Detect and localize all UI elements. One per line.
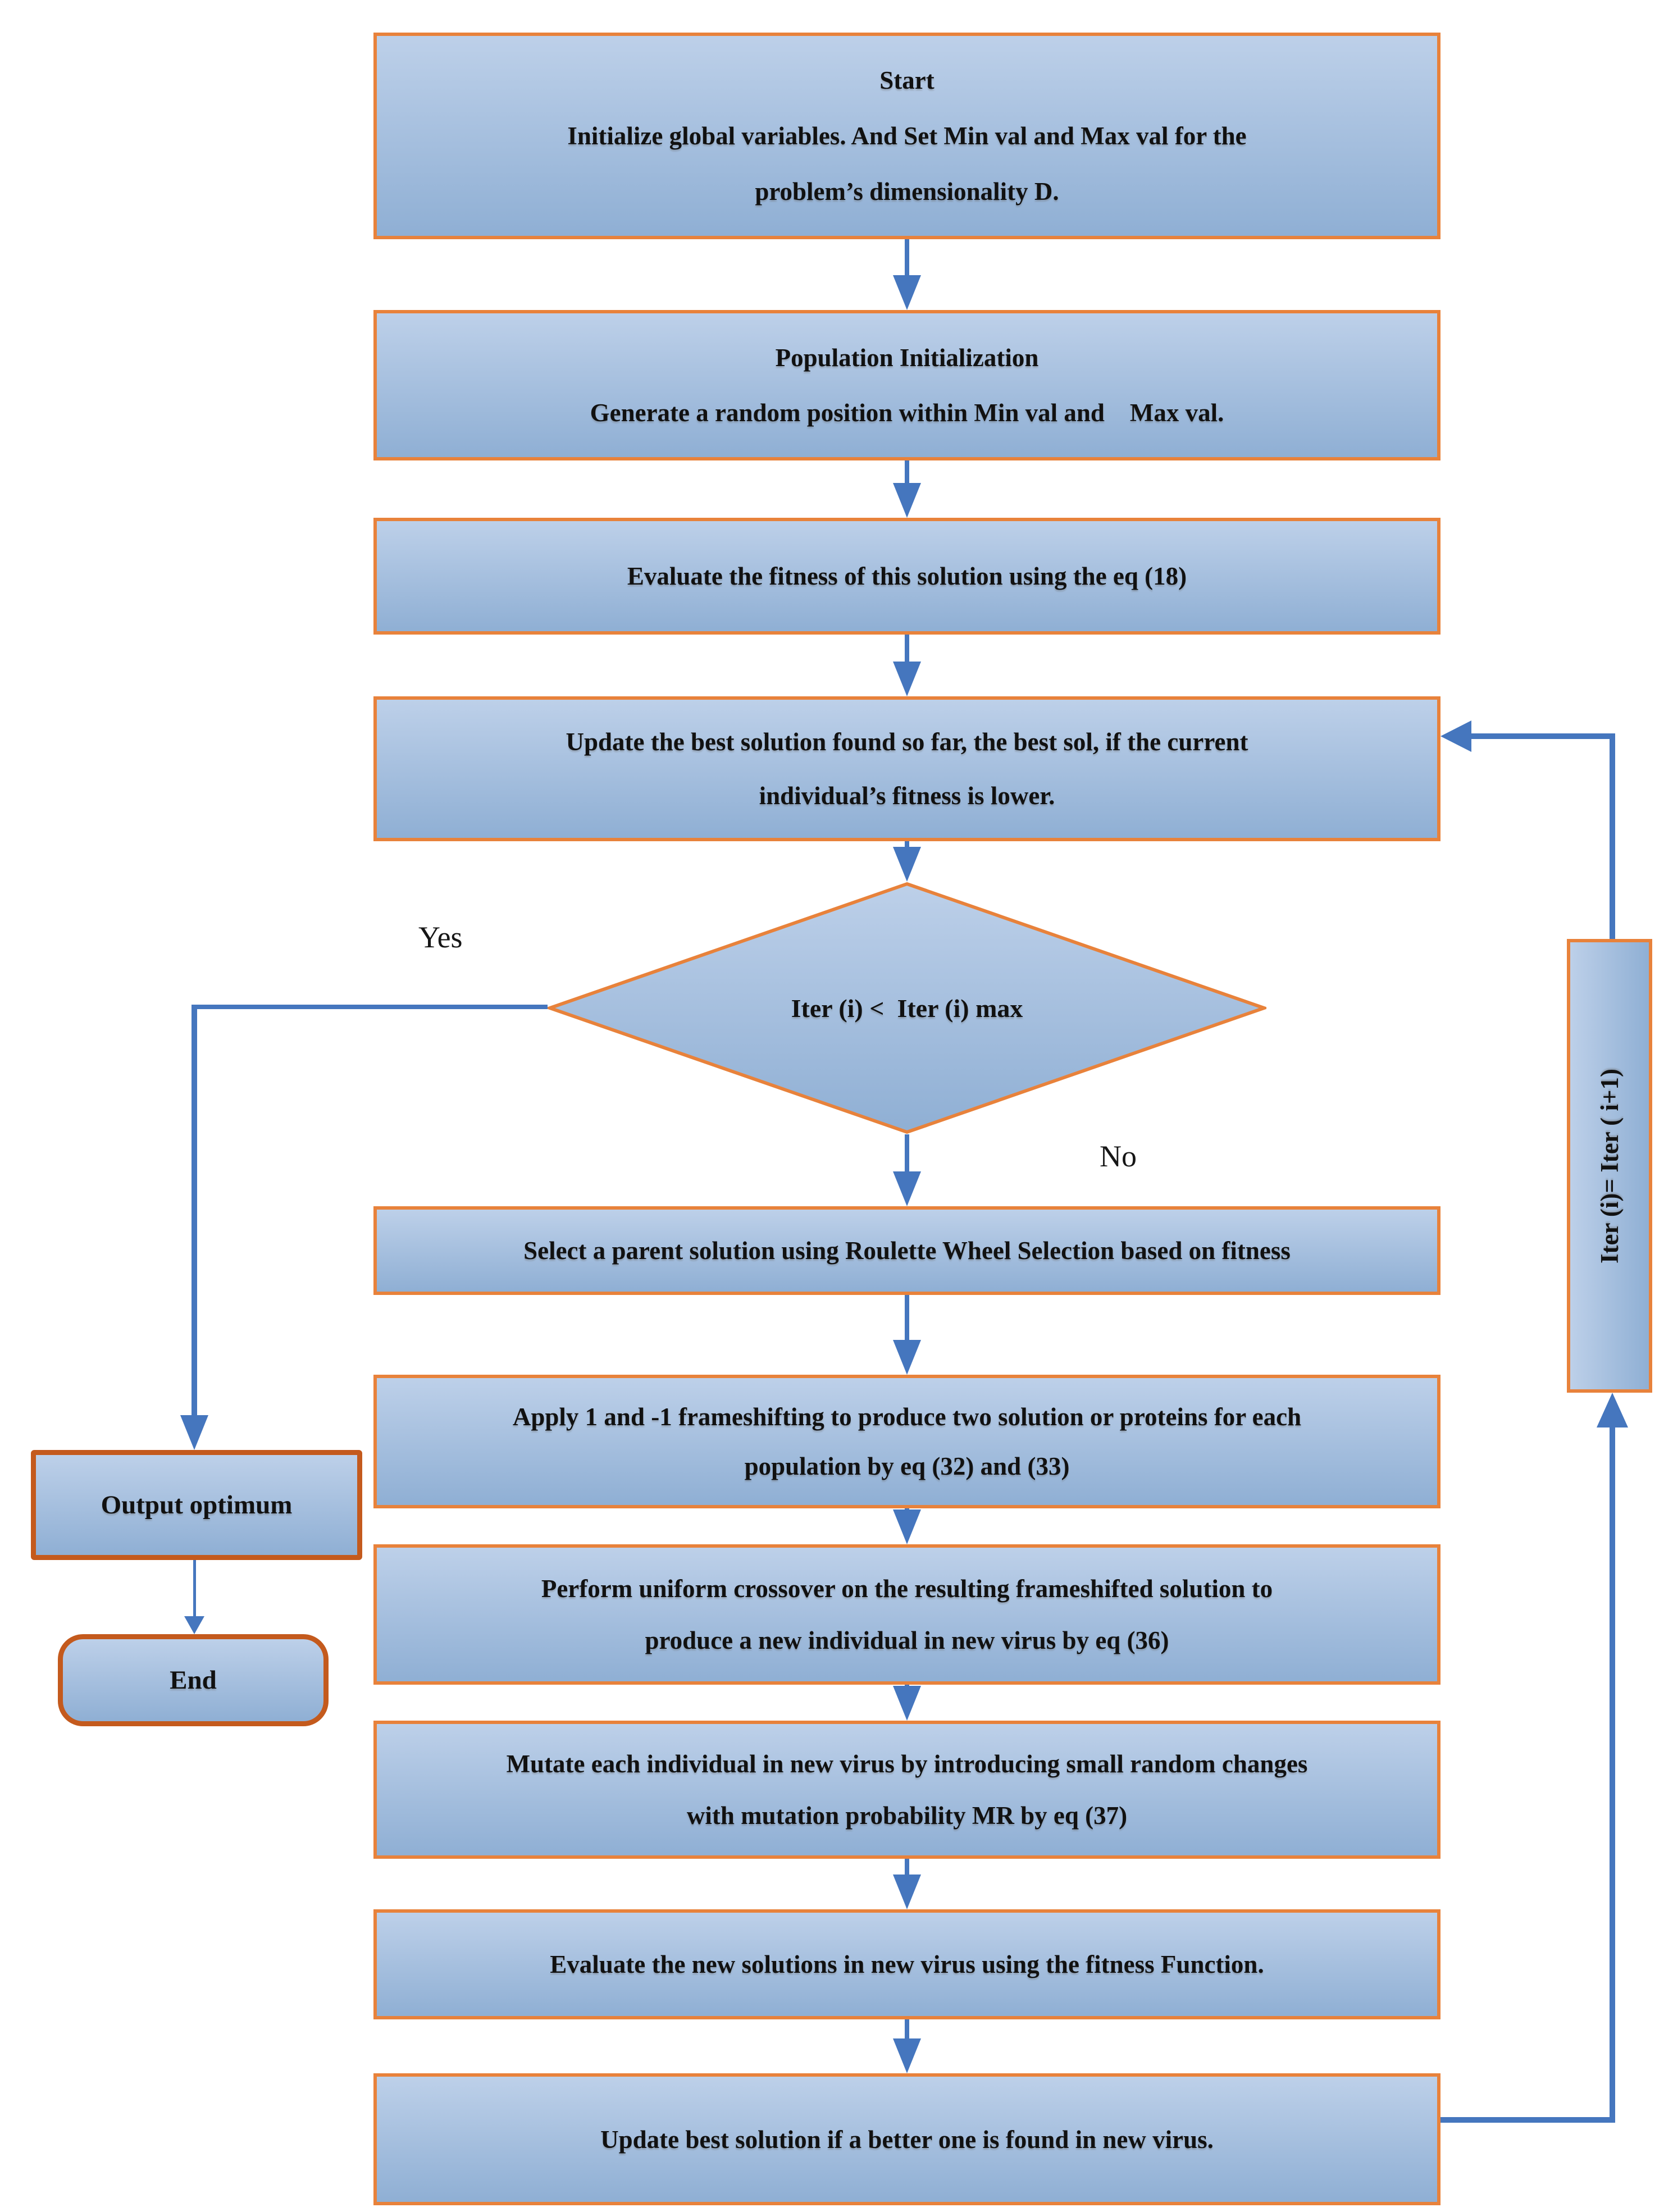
connector-start-population: [905, 239, 909, 275]
flow-node-iteration-check-text: Iter (i) < Iter (i) max: [791, 993, 1023, 1023]
arrowhead-down-icon: [893, 1340, 921, 1375]
flow-node-mutate: [373, 1721, 1440, 1859]
edge-label-yes: Yes: [418, 920, 463, 954]
flow-node-start-text-2: Initialize global variables. And Set Min val and Max val for the: [567, 122, 1247, 150]
flow-node-end: [58, 1634, 329, 1726]
connector-feedback-horizontal-top: [1471, 733, 1615, 739]
flow-node-frameshift: [373, 1375, 1440, 1508]
arrowhead-down-icon: [893, 1171, 921, 1206]
connector-mutate-evaluate-new: [905, 1859, 909, 1875]
connector-feedback-vertical-lower: [1610, 1427, 1615, 2123]
connector-evaluate-new-update-new: [905, 2019, 909, 2038]
arrowhead-down-icon: [893, 1686, 921, 1721]
connector-output-end: [193, 1560, 196, 1616]
flow-node-frameshift-text-2: population by eq (32) and (33): [744, 1452, 1070, 1481]
flow-node-mutate-text-2: with mutation probability MR by eq (37): [686, 1801, 1128, 1830]
arrowhead-down-icon: [893, 662, 921, 696]
flow-node-end-text-1: End: [170, 1666, 217, 1695]
flow-node-evaluate-fitness: [373, 518, 1440, 635]
flow-node-start: [373, 33, 1440, 239]
edge-label-no: No: [1100, 1139, 1137, 1173]
flow-node-crossover-text-1: Perform uniform crossover on the resulting frameshifted solution to: [541, 1574, 1273, 1603]
flow-node-iteration-check: [548, 882, 1266, 1134]
flow-node-update-best-new-text-1: Update best solution if a better one is found in new virus.: [600, 2125, 1214, 2154]
connector-select-frameshift: [905, 1295, 909, 1340]
flow-node-crossover-text-2: produce a new individual in new virus by eq (36): [645, 1626, 1169, 1655]
flow-node-update-best-new: [373, 2073, 1440, 2205]
connector-evaluate-update: [905, 635, 909, 662]
flow-node-crossover: [373, 1544, 1440, 1685]
connector-update-new-feedback-horizontal: [1440, 2117, 1615, 2123]
connector-decision-select-no: [905, 1134, 909, 1171]
arrowhead-down-icon: [893, 483, 921, 518]
arrowhead-down-icon: [893, 847, 921, 882]
flow-node-output-optimum-text-1: Output optimum: [101, 1490, 293, 1520]
flow-node-update-best-text-1: Update the best solution found so far, the best sol, if the current: [566, 728, 1248, 756]
flow-node-increment-iter-text: Iter (i)= Iter ( i+1): [1595, 1068, 1624, 1264]
flow-node-update-best: [373, 696, 1440, 841]
flow-node-evaluate-new-text-1: Evaluate the new solutions in new virus using the fitness Function.: [550, 1950, 1264, 1978]
flow-node-population-init-text-2: Generate a random position within Min val and Max val.: [590, 399, 1224, 427]
connector-feedback-vertical-upper: [1610, 733, 1615, 939]
connector-decision-yes-horizontal: [192, 1005, 548, 1009]
arrowhead-down-icon: [893, 1509, 921, 1544]
flow-node-update-best-text-2: individual’s fitness is lower.: [759, 781, 1055, 810]
arrowhead-down-icon: [893, 275, 921, 310]
flow-node-evaluate-new: [373, 1909, 1440, 2019]
flow-node-population-init-text-1: Population Initialization: [775, 343, 1039, 372]
arrowhead-down-icon: [184, 1616, 204, 1634]
arrowhead-up-icon: [1597, 1393, 1628, 1427]
flow-node-evaluate-fitness-text-1: Evaluate the fitness of this solution using the eq (18): [627, 562, 1187, 590]
connector-population-evaluate: [905, 460, 909, 483]
arrowhead-left-icon: [1440, 720, 1471, 752]
arrowhead-down-icon: [893, 2038, 921, 2073]
flow-node-start-text-1: Start: [879, 66, 934, 94]
arrowhead-down-icon: [180, 1415, 208, 1450]
flow-node-mutate-text-1: Mutate each individual in new virus by introducing small random changes: [506, 1750, 1308, 1778]
connector-yes-vertical: [192, 1005, 197, 1415]
flow-node-frameshift-text-1: Apply 1 and -1 frameshifting to produce two solution or proteins for each: [512, 1402, 1302, 1431]
flow-node-select-parent-text-1: Select a parent solution using Roulette Wheel Selection based on fitness: [523, 1237, 1291, 1265]
flow-node-select-parent: [373, 1206, 1440, 1295]
arrowhead-down-icon: [893, 1875, 921, 1909]
flow-node-increment-iter: [1567, 939, 1652, 1393]
flow-node-population-init: [373, 310, 1440, 460]
flow-node-output-optimum: [31, 1450, 362, 1560]
flow-node-start-text-3: problem’s dimensionality D.: [755, 177, 1059, 206]
